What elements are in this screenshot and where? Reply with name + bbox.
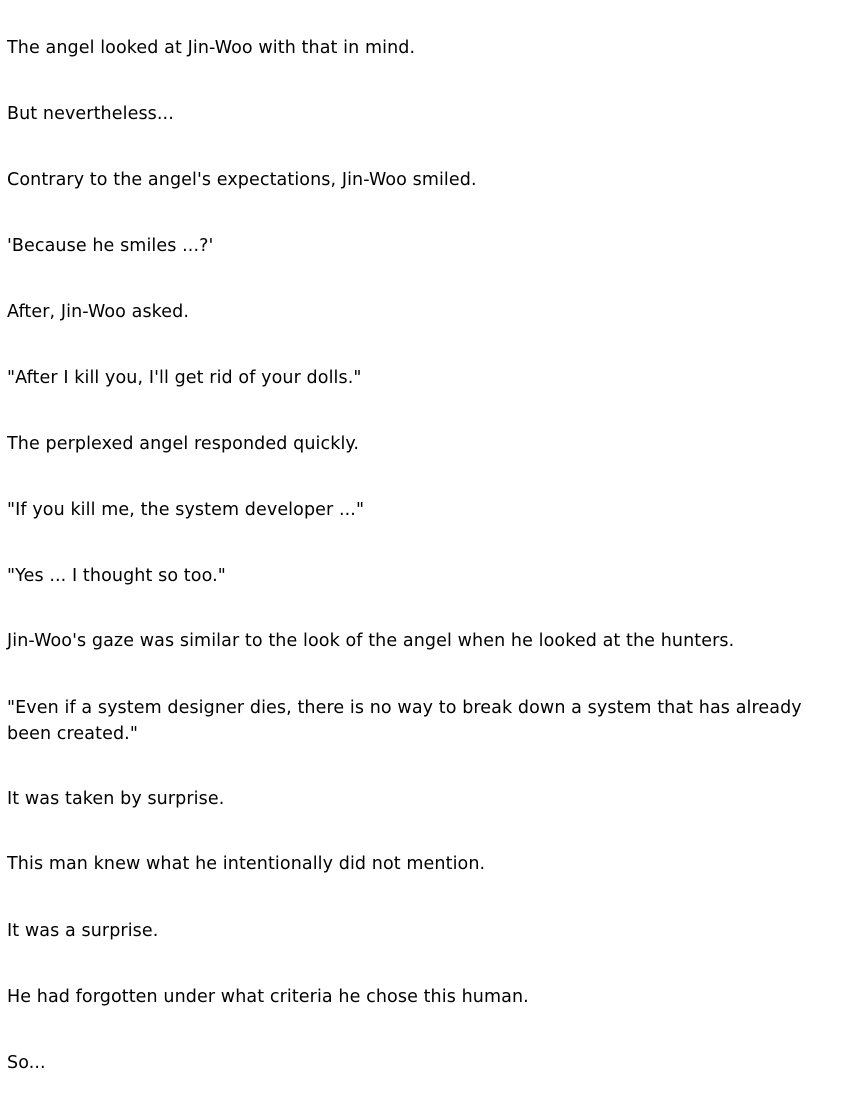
paragraph: "Yes ... I thought so too." [7, 566, 226, 586]
paragraph: Contrary to the angel's expectations, Jin-Woo smiled. [7, 170, 477, 190]
paragraph: "After I kill you, I'll get rid of your dolls." [7, 368, 362, 388]
paragraph: After, Jin-Woo asked. [7, 302, 190, 322]
paragraph: Jin-Woo's gaze was similar to the look of the angel when he looked at the hunters. [7, 631, 735, 651]
paragraph: "If you kill me, the system developer ..." [7, 500, 365, 520]
paragraph: It was a surprise. [7, 921, 159, 941]
paragraph: The perplexed angel responded quickly. [7, 434, 360, 454]
paragraph: The angel looked at Jin-Woo with that in mind. [7, 38, 416, 58]
paragraph: It was taken by surprise. [7, 789, 225, 809]
paragraph: "Even if a system designer dies, there is no way to break down a system that has already been created." [7, 698, 802, 744]
paragraph: This man knew what he intentionally did not mention. [7, 854, 486, 874]
paragraph: 'Because he smiles ...?' [7, 236, 214, 256]
paragraph: He had forgotten under what criteria he chose this human. [7, 987, 529, 1007]
paragraph: But nevertheless... [7, 104, 174, 124]
paragraph: So... [7, 1053, 46, 1073]
